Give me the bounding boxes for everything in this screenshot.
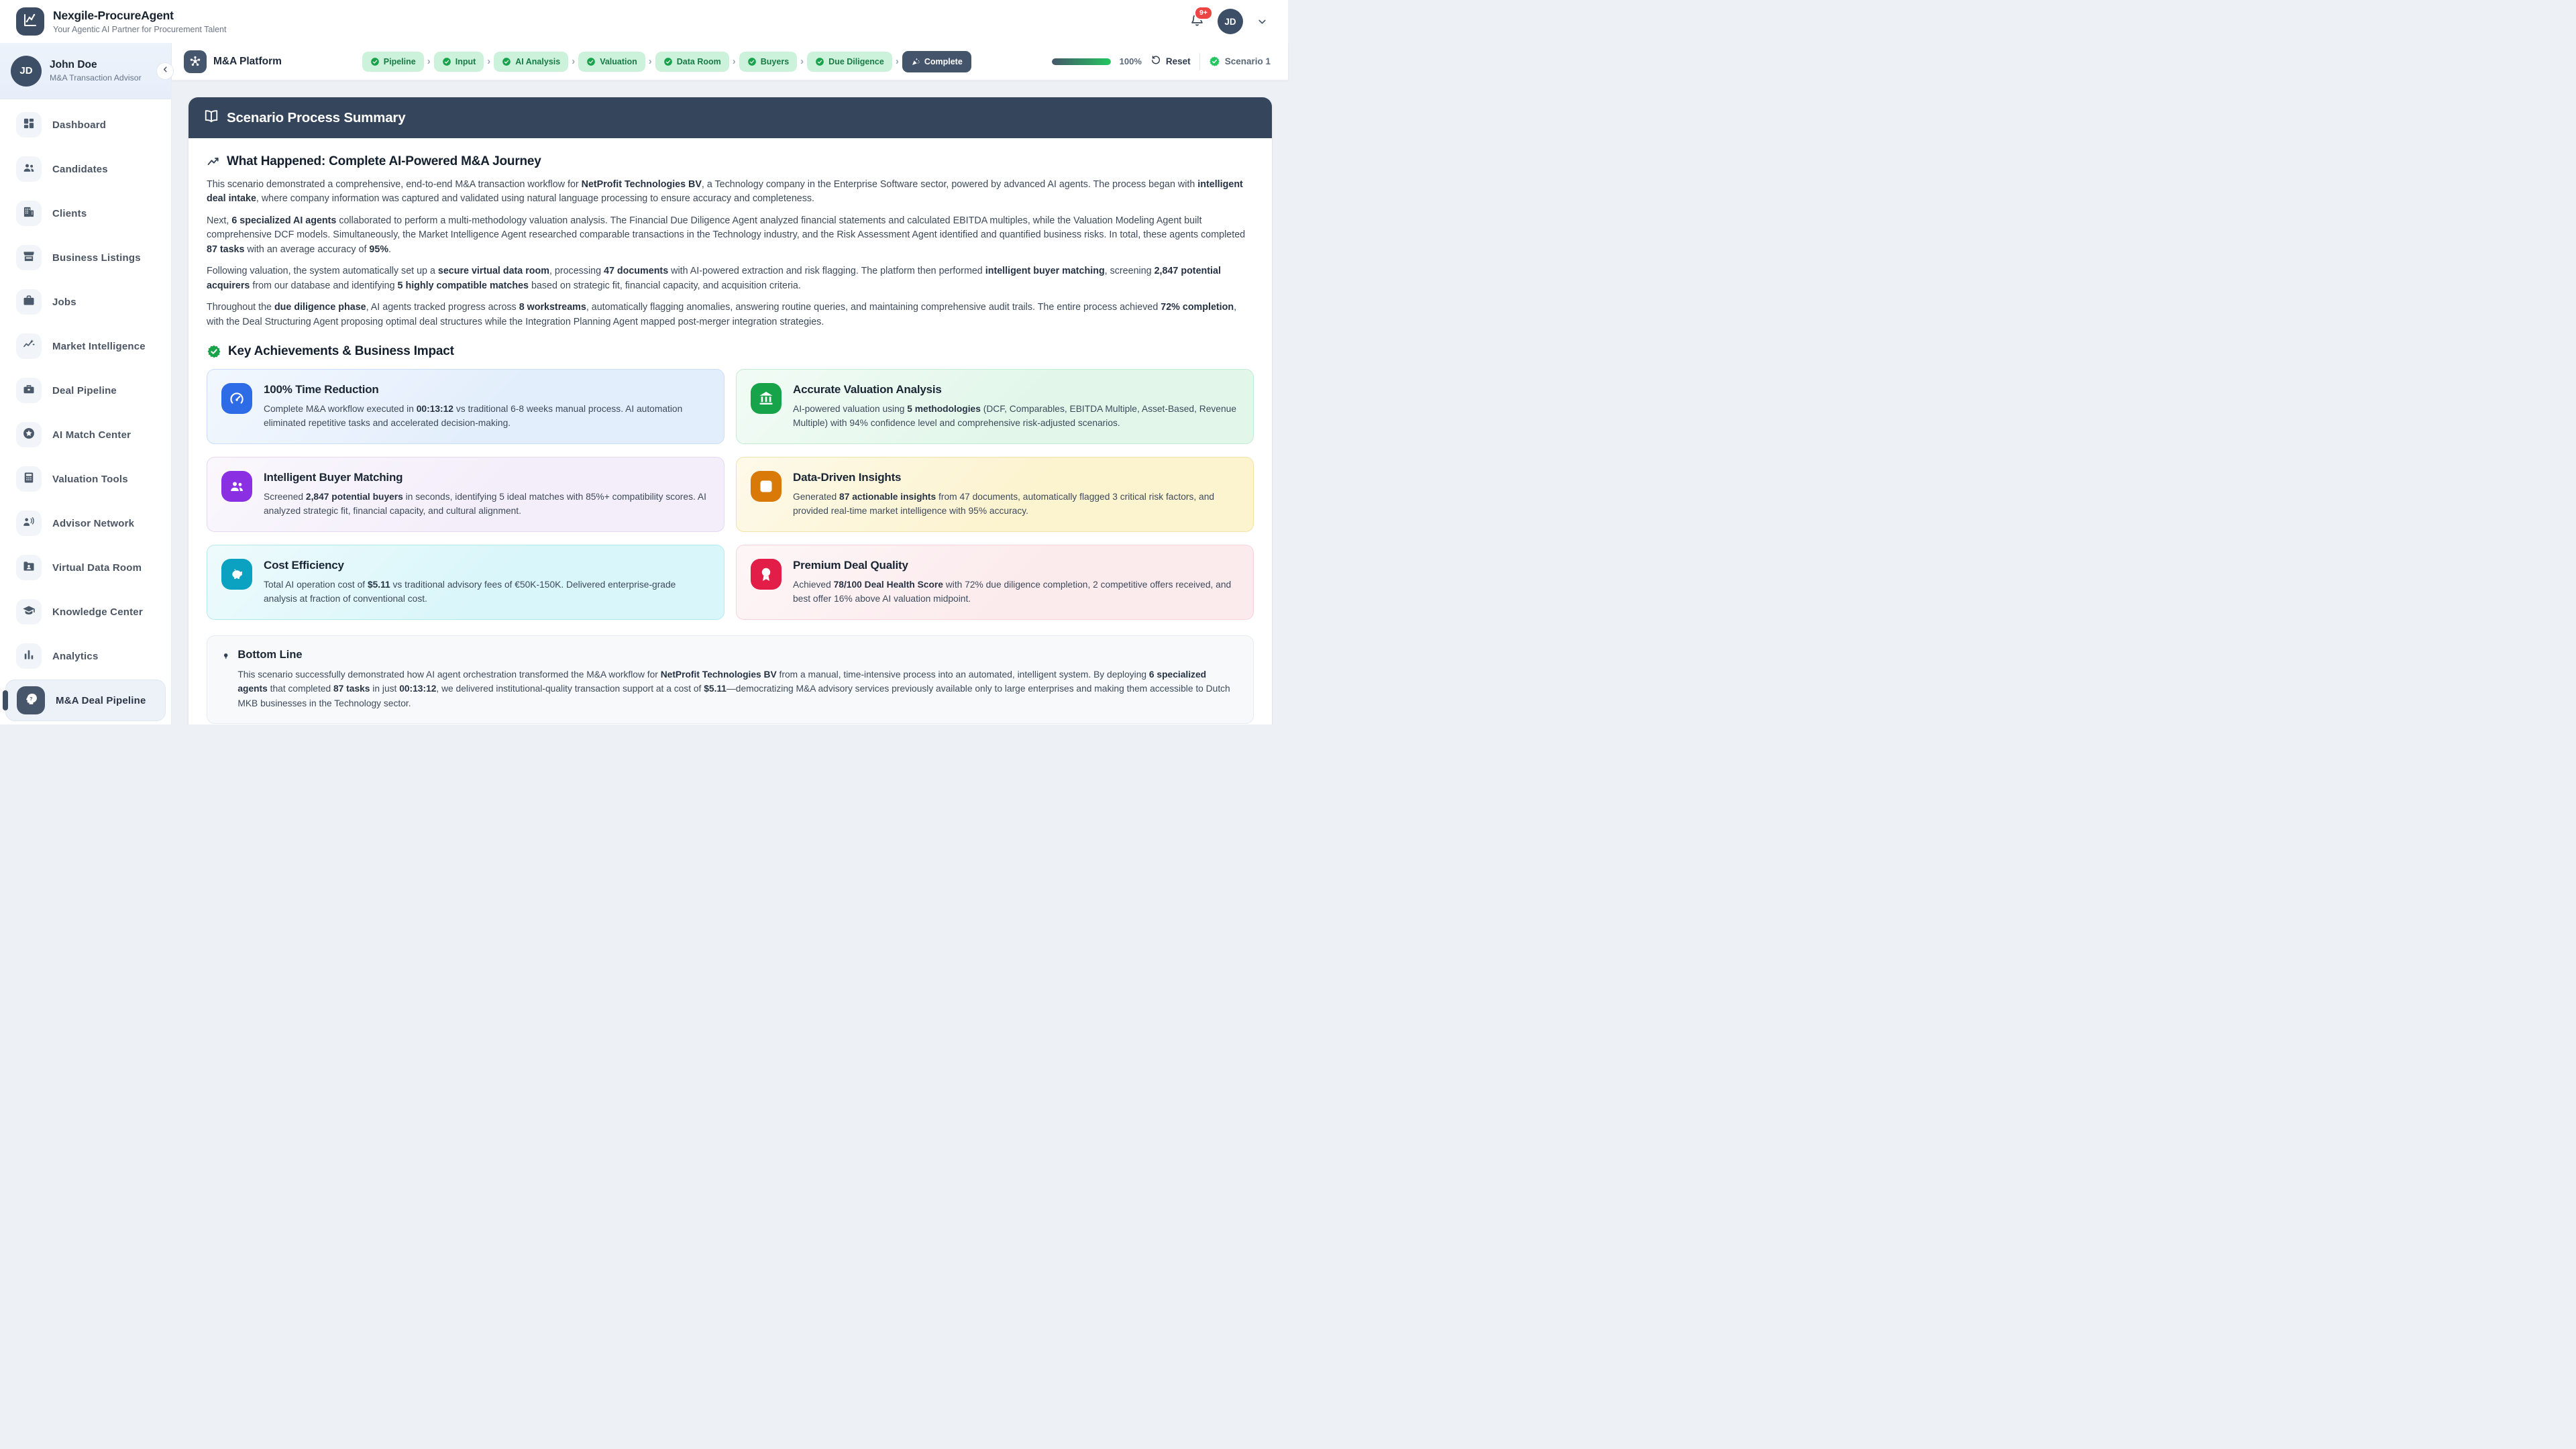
building-icon: [22, 205, 36, 222]
sidebar-item-market-intelligence[interactable]: [0, 324, 171, 368]
chevron-left-icon: [161, 65, 170, 77]
achievements-grid: [207, 369, 1254, 620]
sidebar-item-label: Knowledge Center: [52, 606, 143, 618]
top-header: [0, 0, 1288, 43]
sidebar-item-label: Advisor Network: [52, 517, 135, 529]
achievement-card-premium-deal-quality: [736, 545, 1254, 620]
platform-toolbar: [172, 43, 1288, 80]
pipeline-step-data-room[interactable]: [655, 52, 729, 72]
pipeline-step-label: Valuation: [600, 56, 637, 66]
check-circle-icon: [370, 57, 380, 66]
app-root: [0, 0, 1288, 724]
achievement-card-100-time-reduction: [207, 369, 724, 444]
pipeline-step-label: Input: [455, 56, 476, 66]
sidebar-item-label: Market Intelligence: [52, 340, 146, 352]
divider: [1199, 53, 1200, 70]
pipeline-step-complete[interactable]: [902, 51, 971, 72]
pipeline-step-label: Pipeline: [383, 56, 416, 66]
pipeline-step-valuation[interactable]: [578, 52, 645, 72]
bell-icon: [1190, 18, 1204, 30]
gauge-icon: [221, 383, 252, 414]
pipeline-step-label: Complete: [924, 56, 963, 66]
achievement-card-data-driven-insights: [736, 457, 1254, 532]
pipeline-step-label: AI Analysis: [515, 56, 561, 66]
scenario-badge: [1209, 56, 1271, 67]
platform-label: M&A Platform: [213, 55, 282, 67]
summary-paragraph: Following valuation, the system automatically set up a secure virtual data room, processing 47 documents with AI-powered extraction and risk flagging. The platform then performed intelligent buyer matching, screening 2,847 potential acquirers from our database and identifying 5 highly compatible matches based on strategic fit, financial capacity, and acquisition criteria.: [207, 266, 1221, 291]
progress-label: 100%: [1119, 56, 1142, 66]
check-circle-icon: [442, 57, 451, 66]
reset-label: Reset: [1165, 56, 1191, 66]
achievements-heading: [207, 344, 1254, 359]
profile-avatar: JD: [11, 56, 42, 87]
sidebar-item-candidates[interactable]: [0, 147, 171, 191]
toolbar-controls: [1052, 53, 1271, 70]
check-circle-icon: [815, 57, 824, 66]
sidebar-item-label: Deal Pipeline: [52, 384, 117, 396]
bottom-line-text: This scenario successfully demonstrated how AI agent orchestration transformed the M&A workflow for NetProfit Technologies BV from a manual, time-intensive process into an automated, intelligent system. By deploying 6 specialized agents that completed 87 tasks in just 00:13:12, we delivered institutional-quality transaction support at a cost of $5.11—democratizing M&A advisory services previously available only to large enterprises and making them accessible to Dutch MKB businesses in the Technology sector.: [237, 669, 1230, 708]
badge-check-icon: [207, 344, 221, 359]
achievement-title: 100% Time Reduction: [264, 382, 379, 396]
sidebar-item-label: Dashboard: [52, 119, 107, 131]
app-logo: [16, 7, 44, 36]
sidebar-nav: [0, 99, 171, 724]
achievement-description: Complete M&A workflow executed in 00:13:12 vs traditional 6-8 weeks manual process. AI automation eliminated repetitive tasks and accelerated decision-making.: [264, 403, 683, 428]
app-subtitle: Your Agentic AI Partner for Procurement Talent: [53, 25, 227, 34]
achievement-title: Data-Driven Insights: [793, 470, 902, 484]
summary-card-title: Scenario Process Summary: [227, 109, 406, 125]
sidebar-item-m-a-deal-pipeline[interactable]: [5, 680, 166, 721]
graduation-cap-icon: [22, 604, 36, 621]
sidebar-item-dashboard[interactable]: [0, 103, 171, 147]
platform-hub-icon: [184, 50, 207, 73]
sidebar-collapse-button[interactable]: [156, 62, 174, 80]
check-circle-icon: [586, 57, 596, 66]
sidebar-item-label: Valuation Tools: [52, 473, 128, 485]
reset-button[interactable]: [1150, 55, 1191, 68]
check-circle-icon: [502, 57, 511, 66]
achievement-title: Intelligent Buyer Matching: [264, 470, 403, 484]
achievement-description: Achieved 78/100 Deal Health Score with 72% due diligence completion, 2 competitive offers received, and best offer 16% above AI valuation midpoint.: [793, 579, 1232, 604]
sidebar-item-label: Analytics: [52, 650, 99, 662]
platform-brand: [184, 50, 282, 73]
achievements-title: Key Achievements & Business Impact: [228, 343, 454, 358]
party-popper-icon: [911, 57, 920, 66]
brand: [16, 7, 226, 36]
profile-role: M&A Transaction Advisor: [50, 73, 142, 83]
storefront-icon: [22, 250, 36, 266]
scenario-label: Scenario 1: [1224, 56, 1271, 66]
summary-paragraph: Next, 6 specialized AI agents collaborated to perform a multi-methodology valuation analysis. The Financial Due Diligence Agent analyzed financial statements and calculated EBITDA multiples, while the Valuation Modeling Agent built comprehensive DCF models. Simultaneously, the Market Intelligence Agent researched comparable transactions in the Technology industry, and the Risk Assessment Agent identified and quantified business risks. In total, these agents completed 87 tasks with an average accuracy of 95%.: [207, 215, 1246, 255]
pipeline-step-label: Data Room: [676, 56, 721, 66]
sidebar-item-virtual-data-room[interactable]: [0, 545, 171, 590]
chevron-separator: ›: [732, 56, 736, 67]
chevron-separator: ›: [487, 56, 491, 67]
achievement-title: Accurate Valuation Analysis: [793, 382, 942, 396]
pipeline-steps: [362, 51, 971, 72]
pipeline-step-ai-analysis[interactable]: [494, 52, 568, 72]
chevron-separator: ›: [800, 56, 804, 67]
sidebar-item-analytics[interactable]: [0, 634, 171, 678]
chevron-separator: ›: [427, 56, 431, 67]
sidebar-item-label: Virtual Data Room: [52, 561, 142, 574]
award-icon: [751, 559, 782, 590]
achievement-title: Cost Efficiency: [264, 558, 344, 572]
people-icon: [22, 161, 36, 178]
sidebar-item-label: Candidates: [52, 163, 108, 175]
chevron-separator: ›: [648, 56, 652, 67]
sidebar-item-label: Business Listings: [52, 252, 141, 264]
sidebar-item-ai-match-center[interactable]: [0, 413, 171, 457]
check-circle-icon: [663, 57, 673, 66]
profile-name: John Doe: [50, 59, 97, 70]
dashboard-icon: [22, 117, 36, 133]
content-column: [172, 43, 1288, 724]
logo-chart-icon: [22, 12, 38, 32]
bottom-line-card: [207, 635, 1254, 724]
achievement-title: Premium Deal Quality: [793, 558, 908, 572]
svg-text:?: ?: [30, 695, 33, 702]
sidebar-item-business-listings[interactable]: [0, 235, 171, 280]
calculator-icon: [22, 471, 36, 488]
book-open-icon: [204, 109, 219, 127]
insights-chart-icon: [751, 471, 782, 502]
star-circle-icon: [22, 427, 36, 443]
briefcase-icon: [22, 294, 36, 311]
pipeline-step-label: Buyers: [760, 56, 790, 66]
toolbox-icon: [22, 382, 36, 399]
main-row: [0, 43, 1288, 724]
app-title: Nexgile-ProcureAgent: [53, 9, 174, 22]
progress-bar: [1052, 58, 1111, 65]
pipeline-step-label: Due Diligence: [828, 56, 884, 66]
what-happened-title: What Happened: Complete AI-Powered M&A Journey: [227, 154, 541, 168]
sidebar-item-advisor-network[interactable]: [0, 501, 171, 545]
sidebar-item-valuation-tools[interactable]: [0, 457, 171, 501]
achievement-description: AI-powered valuation using 5 methodologies (DCF, Comparables, EBITDA Multiple, Asset-Based, Revenue Multiple) with 94% confidence level and comprehensive risk-adjusted scenarios.: [793, 403, 1236, 428]
sidebar-profile: [0, 43, 171, 99]
reset-icon: [1150, 55, 1161, 68]
pipeline-step-due-diligence[interactable]: [807, 52, 892, 72]
sidebar-item-deal-pipeline[interactable]: [0, 368, 171, 413]
sidebar: [0, 43, 172, 724]
achievement-description: Generated 87 actionable insights from 47 documents, automatically flagged 3 critical risk factors, and provided real-time market intelligence with 95% accuracy.: [793, 491, 1215, 516]
notification-badge: 9+: [1194, 6, 1213, 20]
pipeline-step-input[interactable]: [434, 52, 484, 72]
user-avatar[interactable]: JD: [1218, 9, 1243, 34]
chevron-separator: ›: [895, 56, 899, 67]
chevron-separator: ›: [572, 56, 576, 67]
sidebar-item-clients[interactable]: [0, 191, 171, 235]
sidebar-item-label: AI Match Center: [52, 429, 131, 441]
what-happened-heading: [207, 154, 1254, 169]
summary-card-body: [189, 138, 1272, 724]
sidebar-item-label: Clients: [52, 207, 87, 219]
head-question-icon: [24, 692, 38, 709]
pipeline-step-pipeline[interactable]: [362, 52, 424, 72]
lightbulb-icon: [223, 649, 229, 710]
chevron-down-icon[interactable]: [1256, 16, 1268, 28]
achievement-description: Total AI operation cost of $5.11 vs traditional advisory fees of €50K-150K. Delivered enterprise-grade analysis at fraction of conventional cost.: [264, 579, 676, 604]
achievement-card-cost-efficiency: [207, 545, 724, 620]
advisor-voice-icon: [22, 515, 36, 532]
buyers-icon: [221, 471, 252, 502]
achievement-card-intelligent-buyer-matching: [207, 457, 724, 532]
trending-sparkle-icon: [22, 338, 36, 355]
bottom-line-title: Bottom Line: [237, 648, 303, 661]
achievement-description: Screened 2,847 potential buyers in seconds, identifying 5 ideal matches with 85%+ compatibility scores. AI analyzed strategic fit, financial capacity, and cultural alignment.: [264, 491, 706, 516]
check-circle-icon: [747, 57, 757, 66]
pipeline-step-buyers[interactable]: [739, 52, 797, 72]
summary-paragraph: This scenario demonstrated a comprehensive, end-to-end M&A transaction workflow for NetProfit Technologies BV, a Technology company in the Enterprise Software sector, powered by advanced AI agents. The process began with intelligent deal intake, where company information was captured and validated using natural language processing to ensure accuracy and completeness.: [207, 179, 1243, 205]
header-actions: [1190, 9, 1268, 34]
sidebar-item-label: Jobs: [52, 296, 76, 308]
bar-chart-icon: [22, 648, 36, 665]
scenario-summary-card: [189, 97, 1272, 724]
sidebar-item-knowledge-center[interactable]: [0, 590, 171, 634]
folder-user-icon: [22, 559, 36, 576]
badge-check-icon: [1209, 56, 1220, 67]
bank-icon: [751, 383, 782, 414]
summary-paragraph: Throughout the due diligence phase, AI agents tracked progress across 8 workstreams, automatically flagging anomalies, answering routine queries, and maintaining comprehensive audit trails. The entire process achieved 72% completion, with the Deal Structuring Agent proposing optimal deal structures while the Integration Planning Agent mapped post-merger integration strategies.: [207, 302, 1237, 327]
achievement-card-accurate-valuation-analysis: [736, 369, 1254, 444]
main-content: [172, 80, 1288, 724]
trending-up-icon: [207, 155, 220, 168]
sidebar-item-jobs[interactable]: [0, 280, 171, 324]
sidebar-item-label: M&A Deal Pipeline: [56, 694, 146, 706]
piggy-bank-icon: [221, 559, 252, 590]
summary-card-header: [189, 97, 1272, 138]
what-happened-paragraphs: [207, 178, 1254, 329]
notifications-button[interactable]: [1190, 9, 1208, 30]
progress-fill: [1052, 58, 1111, 65]
